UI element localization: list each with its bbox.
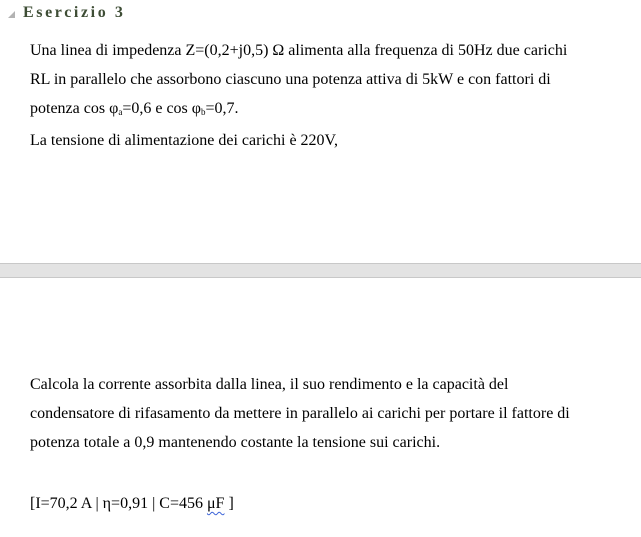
power-factor-suffix: =0,7. [205,100,239,117]
question-line-3: potenza totale a 0,9 mantenendo costante la tensione sui carichi. [30,434,441,451]
document-page-top [0,0,641,263]
supply-voltage-paragraph: La tensione di alimentazione dei carichi è 220V, [30,132,339,149]
collapse-triangle-icon[interactable] [8,11,15,18]
question-line-2: condensatore di rifasamento da mettere in parallelo ai carichi per portare il fattore di [30,405,570,422]
heading-text: Esercizio 3 [23,4,126,21]
page-break-separator [0,263,641,278]
subscript-b: b [201,107,206,117]
power-factor-prefix: potenza cos φ [30,100,119,117]
spellcheck-flagged-unit[interactable]: μF [206,495,225,512]
problem-statement-paragraph [30,36,630,123]
statement-line-3 [30,100,239,117]
question-line-1: Calcola la corrente assorbita dalla linea, il suo rendimento e la capacità del [30,376,509,393]
power-factor-mid: =0,6 e cos φ [122,100,201,117]
answers-suffix: ] [228,495,234,512]
exercise-heading[interactable] [8,2,126,24]
subscript-a: a [118,107,123,117]
statement-line-2: RL in parallelo che assorbono ciascuno una potenza attiva di 5kW e con fattori di [30,71,551,88]
statement-line-1: Una linea di impedenza Z=(0,2+j0,5) Ω alimenta alla frequenza di 50Hz due carichi [30,42,568,59]
answers-prefix: [I=70,2 A | η=0,91 | C=456 [30,495,207,512]
question-paragraph [30,370,630,457]
answers-paragraph [30,489,630,518]
